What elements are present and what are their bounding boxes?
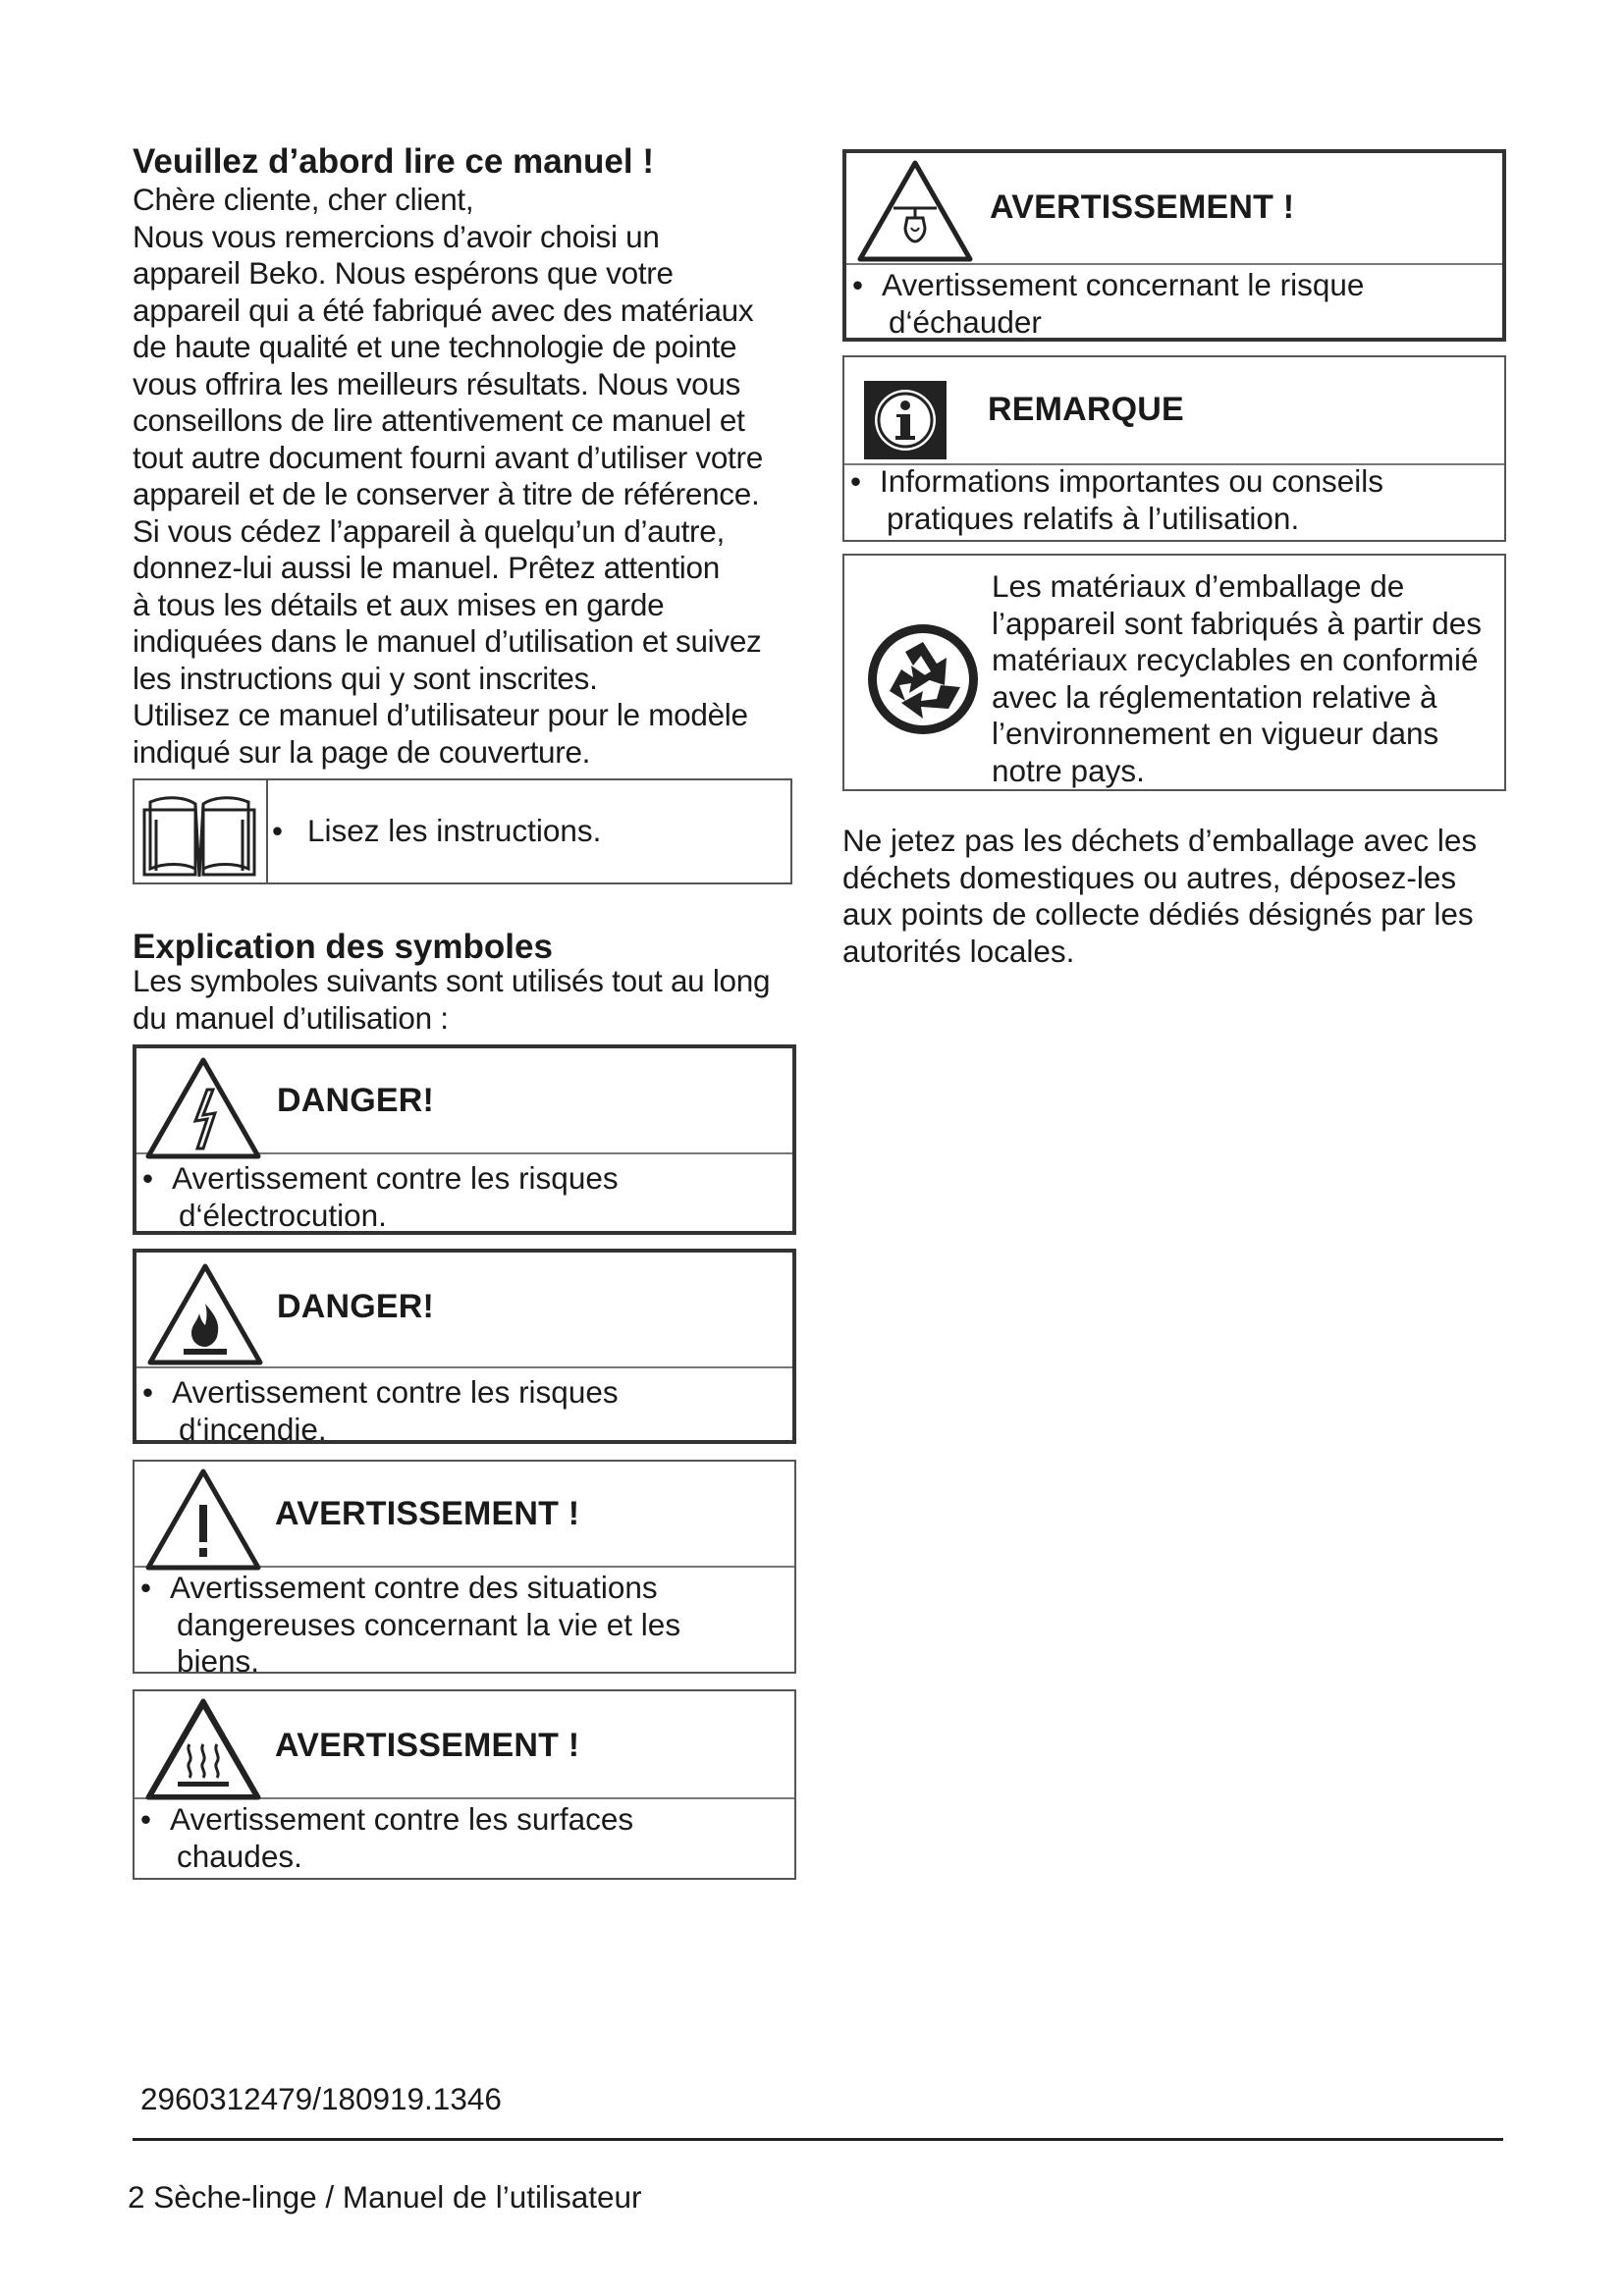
warning-text: Avertissement concernant le risque d‘échauder: [882, 267, 1365, 340]
bullet: •: [140, 1570, 152, 1605]
symbols-intro: Les symboles suivants sont utilisés tout au long du manuel d’utilisation :: [133, 963, 771, 1036]
symbols-heading: Explication des symboles: [133, 928, 553, 966]
recycle-box: [842, 554, 1506, 791]
intro-section: [133, 142, 800, 771]
warning-title: AVERTISSEMENT !: [275, 1727, 580, 1764]
warning-text: Avertissement contre des situations dangereuses concernant la vie et les biens.: [170, 1570, 681, 1679]
bullet: •: [142, 1374, 154, 1410]
symbols-section: [133, 928, 810, 1037]
remark-text: Informations importantes ou conseils pratiques relatifs à l’utilisation.: [880, 463, 1383, 536]
book-icon: [135, 780, 268, 882]
recycle-icon: [866, 622, 980, 736]
info-icon: [864, 381, 947, 459]
bullet: •: [140, 1801, 152, 1837]
footer-divider: [133, 2138, 1503, 2141]
warning-text: Avertissement contre les risques d‘électrocution.: [172, 1160, 619, 1233]
bullet: •: [142, 1160, 154, 1196]
warning-box-electric: [133, 1044, 796, 1235]
document-code: 2960312479/180919.1346: [140, 2081, 502, 2116]
bullet: •: [272, 813, 284, 848]
warning-box-scald: [842, 149, 1506, 342]
warning-text: Avertissement contre les risques d‘incendie.: [172, 1374, 619, 1447]
warning-box-hot-surface: [133, 1689, 796, 1880]
warning-title: DANGER!: [277, 1082, 435, 1119]
warning-box-fire: [133, 1249, 796, 1447]
read-instructions-text: Lisez les instructions.: [307, 813, 602, 848]
fire-icon: [144, 1260, 266, 1368]
remark-box: [842, 355, 1506, 542]
scald-icon: [854, 157, 976, 265]
warning-box-general: [133, 1460, 796, 1679]
warning-title: AVERTISSEMENT !: [990, 188, 1295, 226]
exclamation-icon: [142, 1466, 264, 1574]
bullet: •: [852, 267, 864, 302]
disposal-text: Ne jetez pas les déchets d’emballage avec les déchets domestiques ou autres, déposez-les aux points de collecte dédiés désignés par les autorités locales.: [842, 823, 1478, 969]
recycle-text: Les matériaux d’emballage de l’appareil sont fabriqués à partir des matériaux recyclables en conformié avec la réglementation relative à l’environnement en vigueur dans notre pays.: [992, 568, 1483, 788]
intro-body: Chère cliente, cher client, Nous vous remercions d’avoir choisi un appareil Beko. Nous espérons que votre appareil qui a été fabriqué avec des matériaux de haute qualité et une technologie de pointe vous offrira les meilleurs résultats. Nous vous conseillons de lire attentivement ce manuel et tout autre document fourni avant d’utiliser votre appareil et de le conserver à titre de référence. Si vous cédez l’appareil à quelqu’un d’autre, donnez-lui aussi le manuel. Prêtez attention à tous les détails et aux mises en garde indiquées dans le manuel d’utilisation et suivez les instructions qui y sont inscrites. Utilisez ce manuel d’utilisateur pour le modèle indiqué sur la page de couverture.: [133, 182, 763, 770]
remark-title: REMARQUE: [988, 391, 1184, 428]
page-footer: 2 Sèche-linge / Manuel de l’utilisateur: [128, 2179, 642, 2215]
warning-title: AVERTISSEMENT !: [275, 1495, 580, 1532]
intro-heading: Veuillez d’abord lire ce manuel !: [133, 142, 654, 181]
electric-shock-icon: [142, 1054, 264, 1160]
hot-surface-icon: [142, 1695, 264, 1803]
warning-title: DANGER!: [277, 1288, 435, 1325]
read-instructions-box: [133, 778, 792, 884]
warning-text: Avertissement contre les surfaces chaudes.: [170, 1801, 634, 1874]
bullet: •: [850, 463, 862, 499]
